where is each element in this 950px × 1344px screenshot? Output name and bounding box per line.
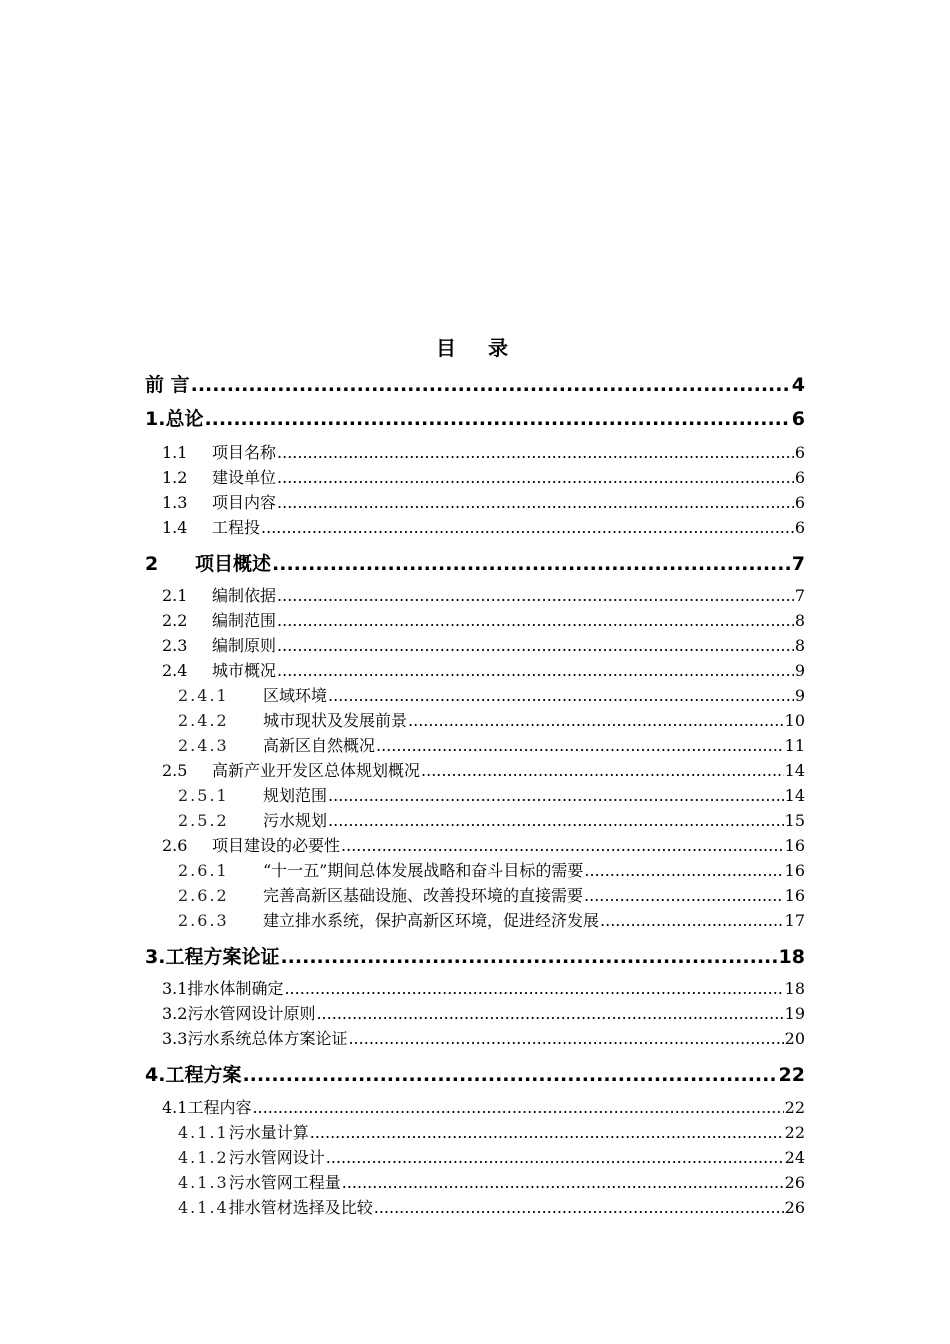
toc-entry-label: 污水管网工程量 xyxy=(228,1173,341,1192)
toc-entry-label: 高新区自然概况 xyxy=(263,736,376,755)
toc-entry-page-number: 22 xyxy=(784,1098,805,1117)
dot-leader xyxy=(584,861,783,880)
toc-entry-page-number: 9 xyxy=(794,686,805,705)
toc-entry-page-number: 10 xyxy=(784,711,805,730)
toc-entry-page-number: 14 xyxy=(784,761,805,780)
toc-entry-number: 4.1.1 xyxy=(178,1123,229,1142)
toc-entry-number: 2.4.3 xyxy=(178,736,229,755)
dot-leader xyxy=(277,661,794,680)
toc-entry[interactable] xyxy=(145,404,805,431)
toc-entry[interactable] xyxy=(178,733,805,756)
toc-entry-number: 2.4 xyxy=(162,661,188,680)
toc-entry[interactable] xyxy=(162,608,805,631)
toc-entry-label: 项目建设的必要性 xyxy=(212,836,341,855)
toc-entry-page-number: 22 xyxy=(784,1123,805,1142)
toc-entry-number: 2.1 xyxy=(162,586,188,605)
toc-entry[interactable] xyxy=(178,783,805,806)
toc-entry-page-number: 11 xyxy=(784,736,805,755)
toc-entry[interactable] xyxy=(145,1060,805,1087)
dot-leader xyxy=(284,979,783,998)
toc-entry-label: 4.工程方案 xyxy=(145,1064,242,1086)
toc-entry-number: 4.1 xyxy=(162,1098,188,1117)
toc-entry[interactable] xyxy=(162,1001,805,1024)
toc-entry-label: 规划范围 xyxy=(263,786,328,805)
toc-entry-number: 1.4 xyxy=(162,518,188,537)
toc-entry-number: 2.4.2 xyxy=(178,711,229,730)
dot-leader xyxy=(584,886,784,905)
toc-entry[interactable] xyxy=(178,908,805,931)
dot-leader xyxy=(376,736,784,755)
toc-entry-label: 城市现状及发展前景 xyxy=(263,711,408,730)
toc-entry[interactable] xyxy=(178,858,805,881)
toc-entry-label: 污水管网设计原则 xyxy=(187,1004,316,1023)
toc-entry-number: 2.6.1 xyxy=(178,861,229,880)
toc-entry[interactable] xyxy=(162,1026,805,1049)
toc-entry-number: 3.2 xyxy=(162,1004,188,1023)
toc-entry-number: 1.2 xyxy=(162,468,188,487)
toc-entry-number: 1.1 xyxy=(162,443,188,462)
toc-entry-page-number: 26 xyxy=(784,1198,805,1217)
toc-entry[interactable] xyxy=(178,1195,805,1218)
toc-entry[interactable] xyxy=(145,549,805,576)
toc-entry-label: 建设单位 xyxy=(212,468,277,487)
dot-leader xyxy=(342,1173,784,1192)
dot-leader xyxy=(408,711,784,730)
toc-entry-number: 3.3 xyxy=(162,1029,188,1048)
dot-leader xyxy=(310,1123,784,1142)
toc-entry[interactable] xyxy=(162,440,805,463)
toc-entry-page-number: 6 xyxy=(791,408,805,430)
toc-entry-page-number: 18 xyxy=(778,946,805,968)
dot-leader xyxy=(421,761,784,780)
toc-entry-label: “十一五”期间总体发展战略和奋斗目标的需要 xyxy=(263,861,584,880)
toc-entry-label: 项目概述 xyxy=(195,553,272,575)
toc-entry-number: 2.5.1 xyxy=(178,786,229,805)
toc-entry-label: 建立排水系统，保护高新区环境，促进经济发展 xyxy=(263,911,600,930)
toc-entry-page-number: 7 xyxy=(791,553,805,575)
toc-entry-page-number: 19 xyxy=(784,1004,805,1023)
toc-entry-page-number: 20 xyxy=(784,1029,805,1048)
toc-entry[interactable] xyxy=(162,583,805,606)
dot-leader xyxy=(328,811,784,830)
toc-entry-page-number: 16 xyxy=(784,886,805,905)
toc-entry-page-number: 4 xyxy=(791,374,805,396)
toc-entry[interactable] xyxy=(162,465,805,488)
dot-leader xyxy=(277,468,794,487)
toc-entry-label: 排水管材选择及比较 xyxy=(228,1198,373,1217)
toc-entry-label: 工程内容 xyxy=(187,1098,252,1117)
toc-entry[interactable] xyxy=(178,883,805,906)
toc-entry-label: 污水系统总体方案论证 xyxy=(187,1029,348,1048)
toc-entry-label: 编制依据 xyxy=(212,586,277,605)
toc-entry-page-number: 6 xyxy=(794,518,805,537)
dot-leader xyxy=(374,1198,784,1217)
toc-entry-label: 编制范围 xyxy=(212,611,277,630)
toc-entry-number: 2.2 xyxy=(162,611,188,630)
dot-leader xyxy=(328,686,794,705)
toc-entry-page-number: 18 xyxy=(784,979,805,998)
toc-entry[interactable] xyxy=(162,515,805,538)
dot-leader xyxy=(204,408,790,430)
toc-entry-number: 4.1.4 xyxy=(178,1198,229,1217)
dot-leader xyxy=(600,911,784,930)
toc-entry-label: 工程投 xyxy=(212,518,261,537)
toc-entry[interactable] xyxy=(162,633,805,656)
toc-entry-label: 项目名称 xyxy=(212,443,277,462)
toc-entry-number: 3.1 xyxy=(162,979,188,998)
dot-leader xyxy=(261,518,794,537)
dot-leader xyxy=(272,553,791,575)
toc-entry-label: 项目内容 xyxy=(212,493,277,512)
toc-entry-page-number: 6 xyxy=(794,468,805,487)
dot-leader xyxy=(328,786,784,805)
toc-entry[interactable] xyxy=(178,808,805,831)
dot-leader xyxy=(277,611,794,630)
dot-leader xyxy=(341,836,784,855)
toc-entry-label: 完善高新区基础设施、改善投环境的直接需要 xyxy=(263,886,584,905)
toc-entry-number: 2.5 xyxy=(162,761,188,780)
dot-leader xyxy=(252,1098,783,1117)
toc-entry-number: 2.6.3 xyxy=(178,911,229,930)
toc-entry-number: 4.1.2 xyxy=(178,1148,229,1167)
toc-entry[interactable] xyxy=(145,942,805,969)
toc-entry-page-number: 26 xyxy=(784,1173,805,1192)
toc-entry-page-number: 8 xyxy=(794,636,805,655)
toc-entry-number: 2.6 xyxy=(162,836,188,855)
toc-entry-page-number: 8 xyxy=(794,611,805,630)
toc-entry-number: 2.5.2 xyxy=(178,811,229,830)
toc-entry-page-number: 17 xyxy=(784,911,805,930)
toc-entry-page-number: 24 xyxy=(784,1148,805,1167)
dot-leader xyxy=(191,374,791,396)
toc-entry-label: 3.工程方案论证 xyxy=(145,946,280,968)
dot-leader xyxy=(277,636,794,655)
toc-entry[interactable] xyxy=(162,833,805,856)
toc-entry-label: 污水规划 xyxy=(263,811,328,830)
toc-entry-label: 编制原则 xyxy=(212,636,277,655)
toc-entry-page-number: 6 xyxy=(794,443,805,462)
toc-entry-number: 4.1.3 xyxy=(178,1173,229,1192)
toc-entry-number: 2.4.1 xyxy=(178,686,229,705)
toc-entry-page-number: 15 xyxy=(784,811,805,830)
toc-entry-page-number: 14 xyxy=(784,786,805,805)
toc-entry-number: 2.3 xyxy=(162,636,188,655)
toc-entry-label: 高新产业开发区总体规划概况 xyxy=(212,761,421,780)
toc-entry[interactable] xyxy=(162,490,805,513)
dot-leader xyxy=(277,443,794,462)
toc-entry[interactable] xyxy=(162,1095,805,1118)
dot-leader xyxy=(277,586,794,605)
toc-entry[interactable] xyxy=(178,1120,805,1143)
toc-entry-label: 城市概况 xyxy=(212,661,277,680)
toc-entry[interactable] xyxy=(178,708,805,731)
toc-entry[interactable] xyxy=(178,1170,805,1193)
toc-title: 目 录 xyxy=(436,336,514,360)
toc-entry-label: 前 言 xyxy=(145,374,190,396)
toc-entry[interactable] xyxy=(162,758,805,781)
toc-entry[interactable] xyxy=(162,658,805,681)
toc-entry-number: 1.3 xyxy=(162,493,188,512)
toc-entry-page-number: 16 xyxy=(784,836,805,855)
dot-leader xyxy=(348,1029,783,1048)
toc-entry[interactable] xyxy=(162,976,805,999)
toc-entry-label: 排水体制确定 xyxy=(187,979,284,998)
dot-leader xyxy=(326,1148,784,1167)
dot-leader xyxy=(316,1004,783,1023)
dot-leader xyxy=(277,493,794,512)
toc-entry[interactable] xyxy=(145,370,805,397)
toc-entry-label: 污水量计算 xyxy=(228,1123,309,1142)
dot-leader xyxy=(242,1064,777,1086)
toc-entry-page-number: 9 xyxy=(794,661,805,680)
toc-entry-page-number: 6 xyxy=(794,493,805,512)
toc-entry-label: 污水管网设计 xyxy=(228,1148,325,1167)
toc-entry-page-number: 22 xyxy=(778,1064,805,1086)
toc-entry-label: 区域环境 xyxy=(263,686,328,705)
toc-entry-number: 2.6.2 xyxy=(178,886,229,905)
dot-leader xyxy=(280,946,777,968)
toc-entry[interactable] xyxy=(178,1145,805,1168)
toc-entry-number: 2 xyxy=(145,553,159,575)
toc-entry-page-number: 7 xyxy=(794,586,805,605)
toc-entry[interactable] xyxy=(178,683,805,706)
toc-entry-label: 1.总论 xyxy=(145,408,204,430)
toc-entry-page-number: 16 xyxy=(784,861,805,880)
